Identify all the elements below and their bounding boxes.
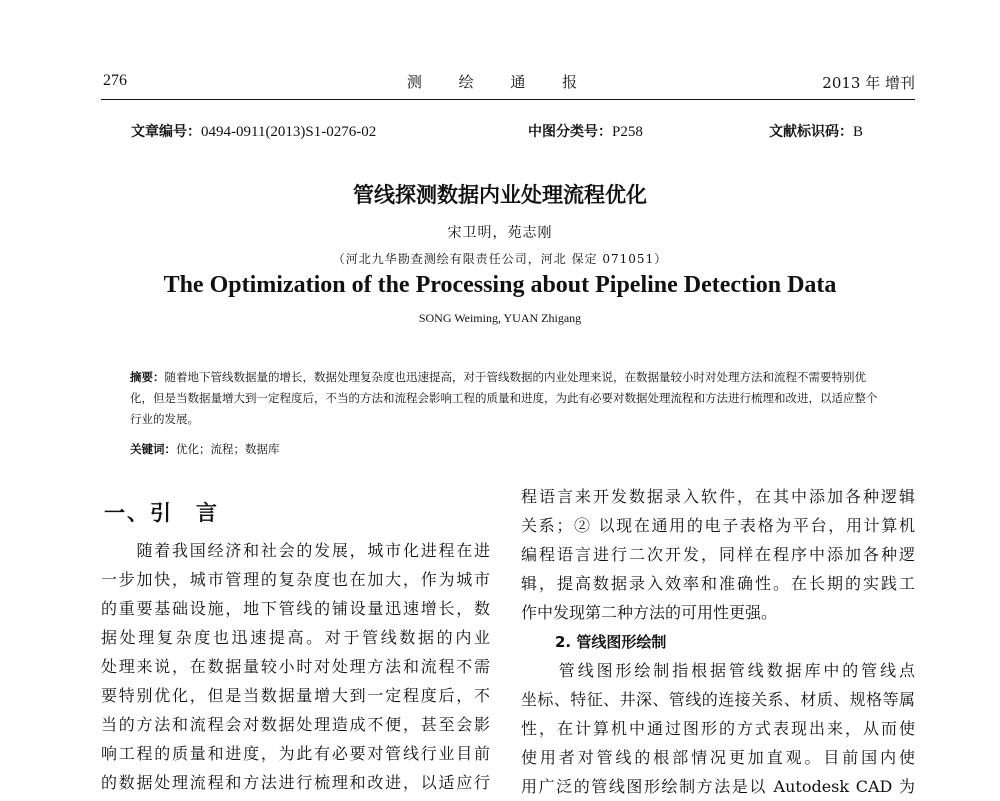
left-column [101,536,490,797]
header-rule [101,99,915,100]
keywords-text: 优化；流程；数据库 [176,442,280,456]
paragraph-line: 用广泛的管线图形绘制方法是以 Autodesk CAD 为 [521,777,915,796]
authors-chinese: 宋卫明，苑志刚 [447,225,553,241]
journal-name: 测 绘 通 报 [406,73,594,91]
document-code [769,121,863,141]
paragraph-line: 据处理复杂度也迅速提高。对于管线数据的内业 [101,628,490,647]
document-code-label: 文献标识码： [769,124,853,140]
paragraph-line: 关系；② 以现在通用的电子表格为平台，用计算机 [521,516,915,535]
article-number-label: 文章编号： [131,124,201,140]
authors-english: SONG Weiming, YUAN Zhigang [418,311,582,325]
article-number [131,121,376,141]
paragraph-line: 一步加快，城市管理的复杂度也在加大，作为城市 [101,570,490,589]
clc-value: P258 [612,124,643,140]
clc-number [528,121,643,141]
subsection-heading-pipeline-drawing [521,627,915,656]
paragraph-line: 随着我国经济和社会的发展，城市化进程在进 [101,541,490,560]
paragraph-line: 要特别优化，但是当数据量增大到一定程度后，不 [101,686,490,705]
paragraph-line: 辑，提高数据录入效率和准确性。在长期的实践工 [521,574,915,593]
affiliation-chinese: （河北九华勘查测绘有限责任公司，河北 保定 071051） [332,252,668,266]
clc-label: 中图分类号： [528,124,612,140]
paragraph-line: 处理来说，在数据量较小时对处理方法和流程不需 [101,657,490,676]
abstract [130,367,880,430]
issue-label: 2013 年 增刊 [822,74,915,92]
right-column [521,482,915,801]
title-chinese: 管线探测数据内业处理流程优化 [353,183,647,207]
subsection-heading-text: 2. 管线图形绘制 [555,633,667,651]
paragraph-line: 性，在计算机中通过图形的方式表现出来，从而使 [521,719,915,738]
paragraph-line: 使用者对管线的根部情况更加直观。目前国内使 [521,748,915,767]
paragraph-line: 的数据处理流程和方法进行梳理和改进，以适应行 [101,773,490,792]
keywords [130,441,280,457]
abstract-label: 摘要： [130,370,165,384]
paragraph-line: 当的方法和流程会对数据处理造成不便，甚至会影 [101,715,490,734]
paragraph-line: 管线图形绘制指根据管线数据库中的管线点 [521,661,915,680]
paragraph-line: 的重要基础设施，地下管线的铺设量迅速增长，数 [101,599,490,618]
paragraph-line: 作中发现第二种方法的可用性更强。 [521,603,778,622]
paragraph-line: 程语言来开发数据录入软件，在其中添加各种逻辑 [521,487,915,506]
paragraph-line: 响工程的质量和进度，为此有必要对管线行业目前 [101,744,490,763]
paragraph-line: 坐标、特征、井深、管线的连接关系、材质、规格等属 [521,690,915,709]
page-number: 276 [103,72,127,89]
abstract-text: 随着地下管线数据量的增长，数据处理复杂度也迅速提高，对于管线数据的内业处理来说，在数据量较小时对处理方法和流程不需要特别优化，但是当数据量增大到一定程度后，不当的方法和流程会影响工程的质量和进度，为此有必要对数据处理流程和方法进行梳理和改进，以适应整个行业的发展。 [130,370,878,426]
keywords-label: 关键词： [130,442,176,456]
section-heading-introduction: 一、引 言 [104,501,219,525]
document-code-value: B [853,124,864,140]
title-english: The Optimization of the Processing about Pipeline Detection Data [163,272,837,298]
article-number-value: 0494-0911(2013)S1-0276-02 [201,124,377,140]
paragraph-line: 编程语言进行二次开发，同样在程序中添加各种逻 [521,545,915,564]
